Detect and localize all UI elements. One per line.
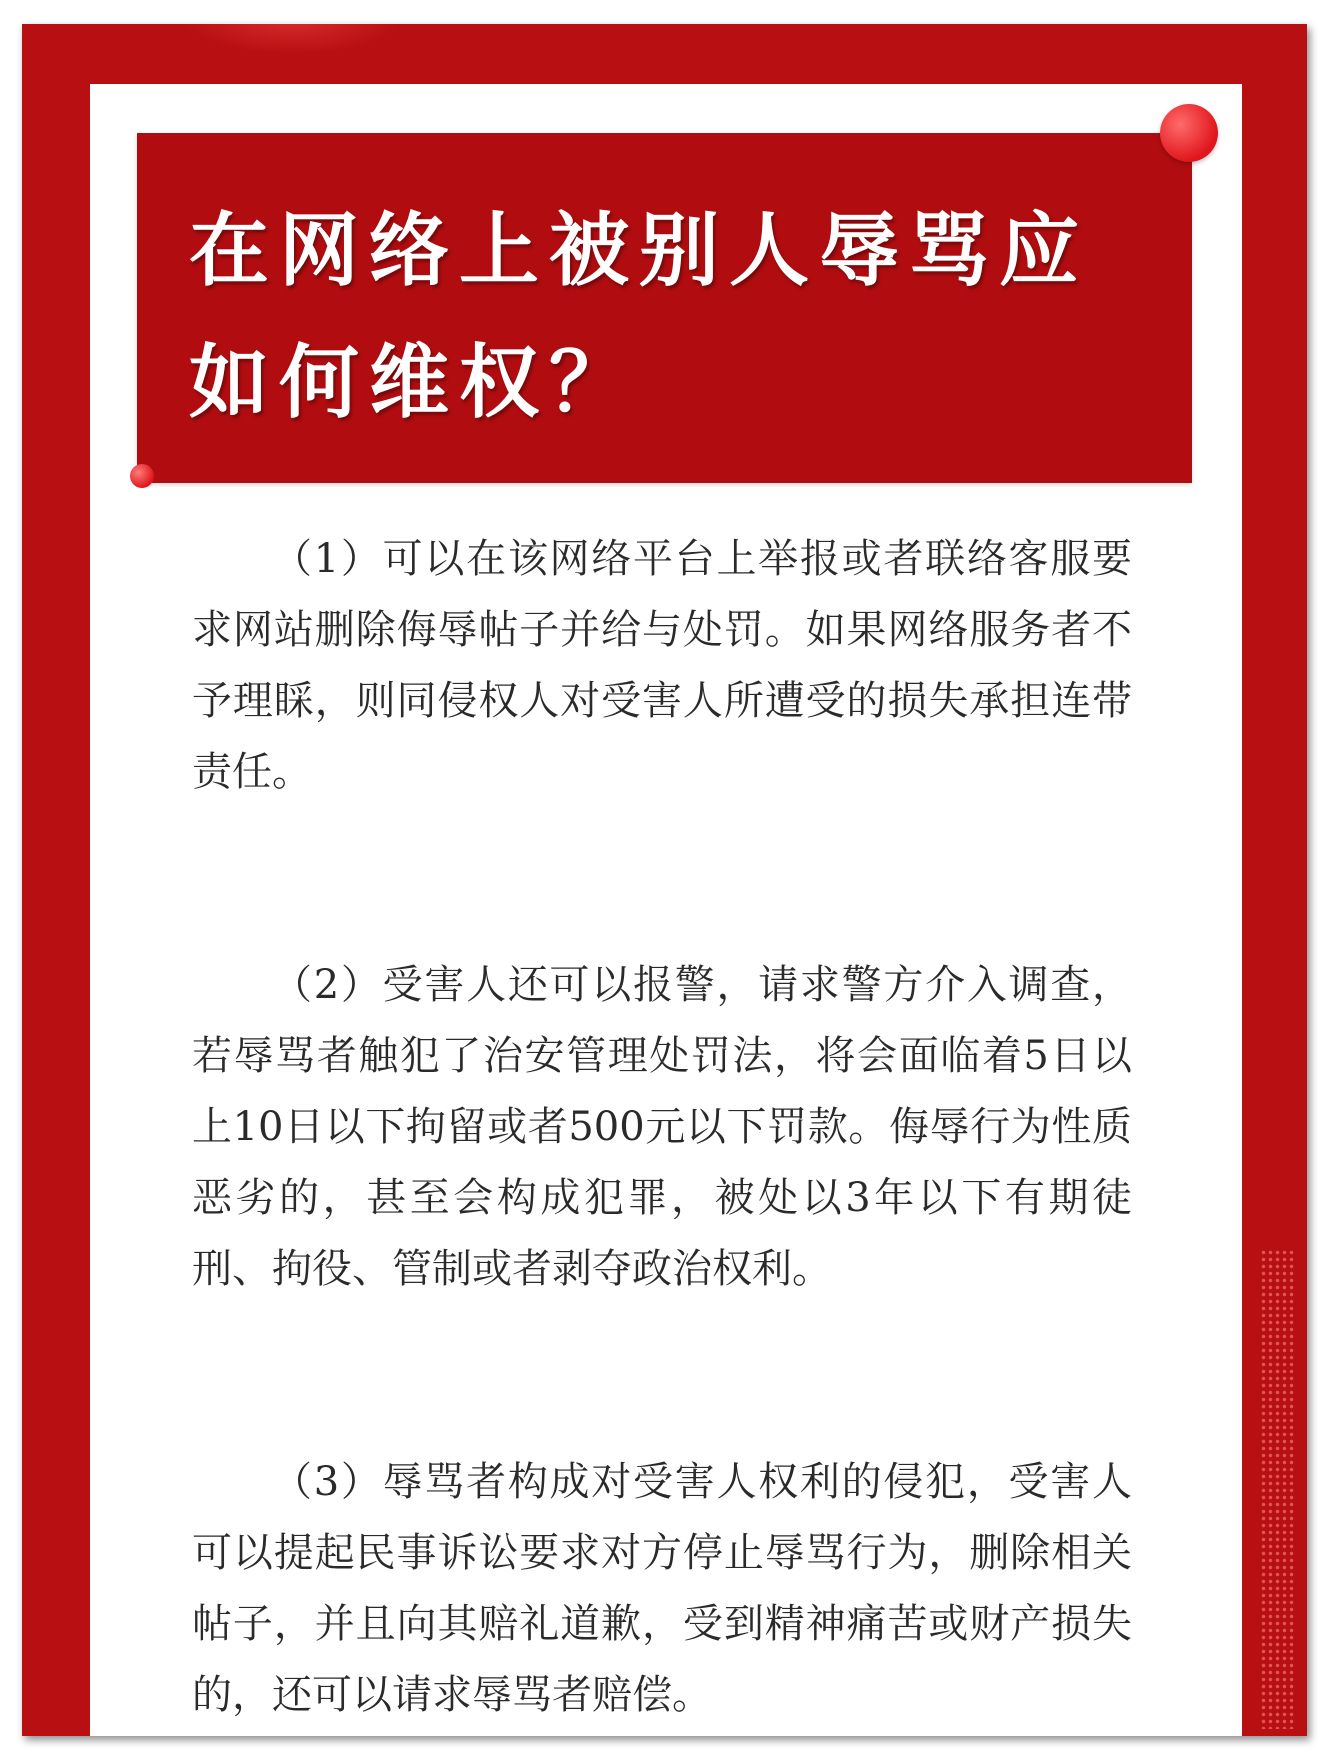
paragraph-3: （3）辱骂者构成对受害人权利的侵犯，受害人可以提起民事诉讼要求对方停止辱骂行为，删除相关帖子，并且向其赔礼道歉，受到精神痛苦或财产损失的，还可以请求辱骂者赔偿。 xyxy=(192,1459,1132,1718)
title-banner xyxy=(137,133,1192,483)
decorative-dot-large xyxy=(1160,104,1218,162)
article-body xyxy=(192,524,1132,1731)
frame-glow xyxy=(182,24,402,54)
paragraph-2: （2）受害人还可以报警，请求警方介入调查，若辱骂者触犯了治安管理处罚法，将会面临着5日以上10日以下拘留或者500元以下罚款。侮辱行为性质恶劣的，甚至会构成犯罪，被处以3年以下有期徒刑、拘役、管制或者剥夺政治权利。 xyxy=(192,962,1132,1292)
decorative-dot-small xyxy=(130,464,154,488)
halftone-pattern xyxy=(1260,1249,1296,1729)
paragraph-1: （1）可以在该网络平台上举报或者联络客服要求网站删除侮辱帖子并给与处罚。如果网络服务者不予理睬，则同侵权人对受害人所遭受的损失承担连带责任。 xyxy=(192,536,1132,795)
page-title: 在网络上被别人辱骂应如何维权？ xyxy=(189,204,1089,429)
